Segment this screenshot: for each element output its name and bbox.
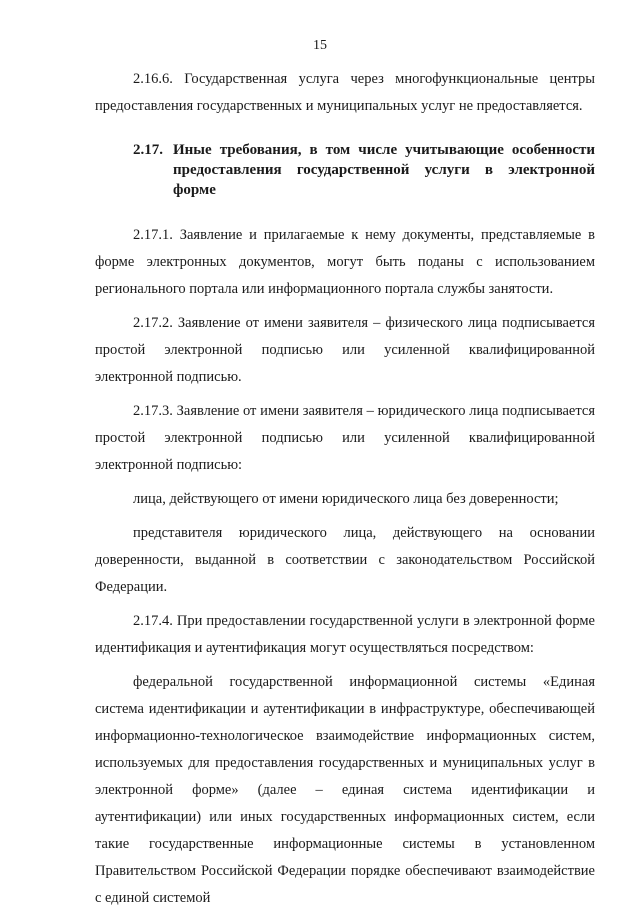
list-item-legal-person-no-proxy: лица, действующего от имени юридического лица без доверенности; xyxy=(133,491,559,507)
list-item-legal-representative: представителя юридического лица, действующего на основании доверенности, выданной в соответствии с законодательством Российской Федерации. xyxy=(95,525,595,595)
paragraph-2-16-6: 2.16.6. Государственная услуга через многофункциональные центры предоставления государственных и муниципальных услуг не предоставляется. xyxy=(95,71,595,114)
section-heading-number: 2.17. xyxy=(133,142,163,158)
paragraph-2-17-3: 2.17.3. Заявление от имени заявителя – юридического лица подписывается простой электронной подписью или усиленной квалифицированной электронной подписью: xyxy=(95,403,595,473)
section-heading-2-17 xyxy=(95,140,595,200)
page-number: 15 xyxy=(313,38,327,53)
document-body xyxy=(95,66,595,912)
paragraph-2-17-4: 2.17.4. При предоставлении государственной услуги в электронной форме идентификация и аутентификация могут осуществляться посредством: xyxy=(95,613,595,656)
paragraph-2-17-2: 2.17.2. Заявление от имени заявителя – физического лица подписывается простой электронной подписью или усиленной квалифицированной электронной подписью. xyxy=(95,315,595,385)
paragraph-2-17-1: 2.17.1. Заявление и прилагаемые к нему документы, представляемые в форме электронных документов, могут быть поданы с использованием регионального портала или информационного портала службы занятости. xyxy=(95,227,595,297)
section-heading-title: Иные требования, в том числе учитывающие особенности предоставления государственной услуги в электронной форме xyxy=(173,142,595,198)
list-item-esia: федеральной государственной информационной системы «Единая система идентификации и аутентификации в инфраструктуре, обеспечивающей информационно-технологическое взаимодействие информационных систем, используемых для предоставления государственных и муниципальных услуг в электронной форме» (далее – единая система идентификации и аутентификации) или иных государственных информационных систем, если такие государственные информационные системы в установленном Правительством Российской Федерации порядке обеспечивают взаимодействие с единой системой xyxy=(95,674,595,906)
